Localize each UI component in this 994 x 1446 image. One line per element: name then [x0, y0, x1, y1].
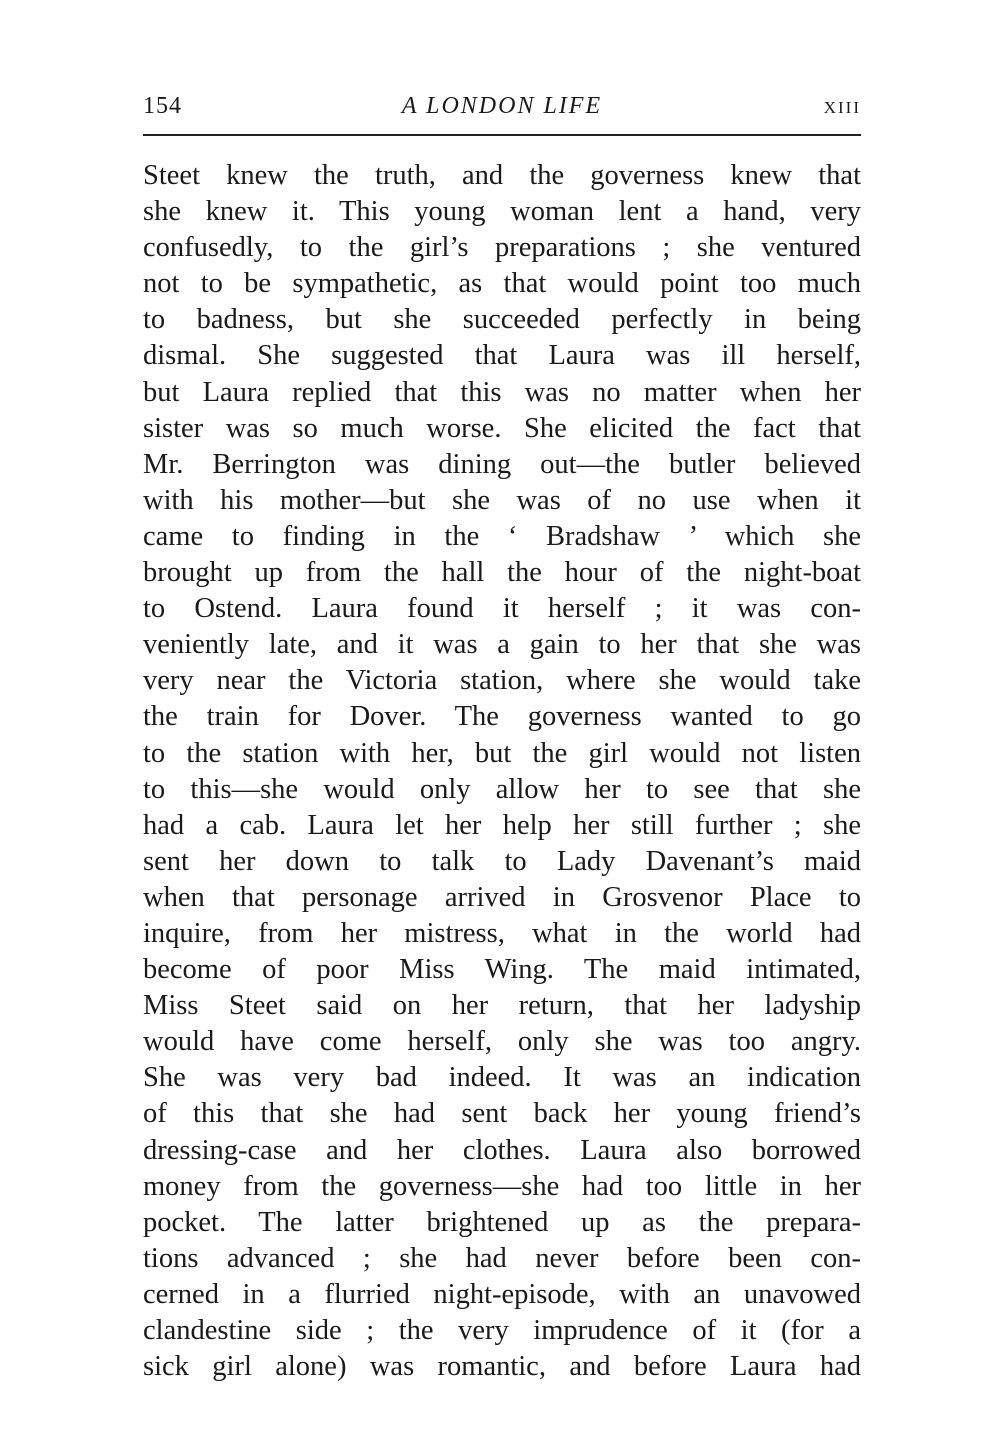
text-line: dismal. She suggested that Laura was ill herself, [143, 340, 861, 372]
text-line: veniently late, and it was a gain to her that she was [143, 629, 861, 661]
text-line: had a cab. Laura let her help her still further ; she [143, 809, 861, 841]
text-line: Mr. Berrington was dining out—the butler believed [143, 448, 861, 480]
text-line: pocket. The latter brightened up as the prepara- [143, 1206, 861, 1238]
text-line: but Laura replied that this was no matter when her [143, 376, 861, 408]
text-line: sister was so much worse. She elicited the fact that [143, 412, 861, 444]
text-line: she knew it. This young woman lent a hand, very [143, 196, 861, 228]
text-line: came to finding in the ‘ Bradshaw ’ which she [143, 520, 861, 552]
running-head [143, 93, 861, 127]
header-rule [143, 134, 861, 136]
text-line: of this that she had sent back her young friend’s [143, 1098, 861, 1130]
text-line: Miss Steet said on her return, that her ladyship [143, 990, 861, 1022]
body-text [143, 158, 861, 1385]
text-line: very near the Victoria station, where she would take [143, 665, 861, 697]
running-title: A LONDON LIFE [401, 93, 603, 119]
text-line: inquire, from her mistress, what in the world had [143, 917, 861, 949]
text-line: tions advanced ; she had never before been con- [143, 1242, 861, 1274]
text-line: become of poor Miss Wing. The maid intimated, [143, 954, 861, 986]
text-line: not to be sympathetic, as that would point too much [143, 268, 861, 300]
text-line: to Ostend. Laura found it herself ; it was con- [143, 593, 861, 625]
text-line: clandestine side ; the very imprudence of it (for a [143, 1315, 861, 1346]
text-line: confusedly, to the girl’s preparations ; she ventured [143, 232, 861, 264]
chapter-number: xiii [823, 93, 861, 119]
text-line: to this—she would only allow her to see that she [143, 773, 861, 805]
page-number: 154 [143, 93, 182, 119]
text-line: when that personage arrived in Grosvenor Place to [143, 881, 861, 913]
text-line: with his mother—but she was of no use when it [143, 484, 861, 516]
text-line: Steet knew the truth, and the governess knew that [143, 160, 861, 191]
text-line: would have come herself, only she was too angry. [143, 1026, 861, 1058]
text-line: brought up from the hall the hour of the night-boat [143, 557, 861, 589]
text-line: dressing-case and her clothes. Laura also borrowed [143, 1134, 861, 1166]
text-line: to badness, but she succeeded perfectly in being [143, 304, 861, 336]
text-line: She was very bad indeed. It was an indication [143, 1062, 861, 1094]
text-line: money from the governess—she had too little in her [143, 1170, 861, 1202]
text-line: the train for Dover. The governess wanted to go [143, 701, 861, 733]
text-line: to the station with her, but the girl would not listen [143, 737, 861, 769]
text-line: sick girl alone) was romantic, and before Laura had [143, 1351, 861, 1383]
text-line: sent her down to talk to Lady Davenant’s maid [143, 845, 861, 877]
text-line: cerned in a flurried night-episode, with an unavowed [143, 1278, 861, 1310]
